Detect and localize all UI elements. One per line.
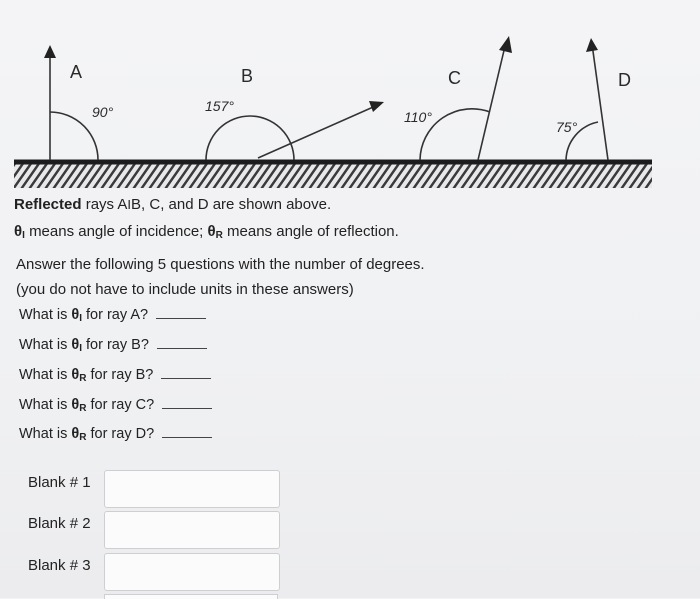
theta-sub: R — [79, 403, 87, 414]
theta-symbol: θ — [14, 223, 23, 240]
question-1 — [19, 306, 206, 324]
ray-d-arrow — [586, 38, 598, 52]
intro-rays-text: rays A — [85, 196, 128, 213]
ray-c — [478, 42, 506, 160]
ray-c-arrow — [499, 36, 512, 53]
blank-1-input[interactable] — [104, 470, 280, 508]
intro-bold-word: Reflected — [14, 196, 82, 213]
question-5 — [19, 425, 212, 443]
question-suffix: for ray D? — [90, 426, 155, 442]
intro-line-3: Answer the following 5 questions with the number of degrees. — [16, 256, 425, 273]
ray-a-arrow — [44, 45, 56, 58]
answer-underline — [162, 425, 212, 438]
intro-text — [14, 193, 614, 300]
incidence-text: means angle of incidence; — [29, 223, 204, 240]
ray-label-d: D — [618, 70, 631, 90]
theta-symbol: θ — [71, 307, 80, 323]
angle-label-c: 110° — [404, 109, 432, 125]
question-suffix: for ray A? — [86, 307, 149, 323]
angle-label-d: 75° — [556, 119, 578, 135]
ground-hatch — [14, 162, 652, 188]
ray-d — [592, 44, 608, 160]
blank-2-label: Blank # 2 — [28, 515, 91, 532]
angle-arc-a — [50, 112, 98, 160]
angle-label-b: 157° — [205, 98, 234, 114]
text-cursor-icon: I — [127, 197, 132, 212]
blank-3-input[interactable] — [104, 553, 280, 591]
ray-label-a: A — [70, 62, 83, 82]
blank-4-input-partial[interactable] — [104, 594, 278, 599]
theta-sub: I — [22, 230, 25, 241]
question-prefix: What is — [19, 337, 68, 353]
reflection-diagram — [0, 0, 700, 200]
answer-underline — [161, 366, 211, 379]
answer-underline — [156, 306, 206, 319]
answer-underline — [157, 336, 207, 349]
question-2 — [19, 336, 207, 354]
angle-arc-b — [206, 116, 294, 160]
question-4 — [19, 396, 212, 414]
theta-sub: R — [215, 230, 223, 241]
ray-label-c: C — [448, 68, 461, 88]
ray-label-b: B — [241, 66, 254, 86]
theta-symbol: θ — [71, 337, 80, 353]
blank-3-label: Blank # 3 — [28, 557, 91, 574]
theta-sub: I — [79, 313, 82, 324]
theta-sub: I — [79, 343, 82, 354]
reflection-text: means angle of reflection. — [227, 223, 399, 240]
theta-sub: R — [79, 432, 87, 443]
question-prefix: What is — [19, 307, 68, 323]
question-suffix: for ray B? — [86, 337, 149, 353]
intro-rays-end: B, C, and D are shown above. — [131, 196, 332, 213]
intro-line-4: (you do not have to include units in these answers) — [16, 281, 354, 298]
question-suffix: for ray B? — [90, 367, 154, 383]
theta-sub: R — [79, 373, 87, 384]
theta-symbol: θ — [71, 367, 80, 383]
question-prefix: What is — [19, 426, 68, 442]
theta-symbol: θ — [71, 397, 80, 413]
angle-label-a: 90° — [92, 104, 114, 120]
question-prefix: What is — [19, 397, 68, 413]
blank-2-input[interactable] — [104, 511, 280, 549]
intro-line-1 — [14, 195, 614, 215]
question-prefix: What is — [19, 367, 68, 383]
intro-line-2 — [14, 222, 614, 246]
question-suffix: for ray C? — [90, 397, 155, 413]
blank-1-label: Blank # 1 — [28, 474, 91, 491]
theta-symbol: θ — [71, 426, 80, 442]
question-3 — [19, 366, 211, 384]
theta-symbol: θ — [207, 223, 216, 240]
ray-b-arrow — [369, 101, 384, 112]
ray-b — [258, 104, 380, 158]
answer-underline — [162, 396, 212, 409]
